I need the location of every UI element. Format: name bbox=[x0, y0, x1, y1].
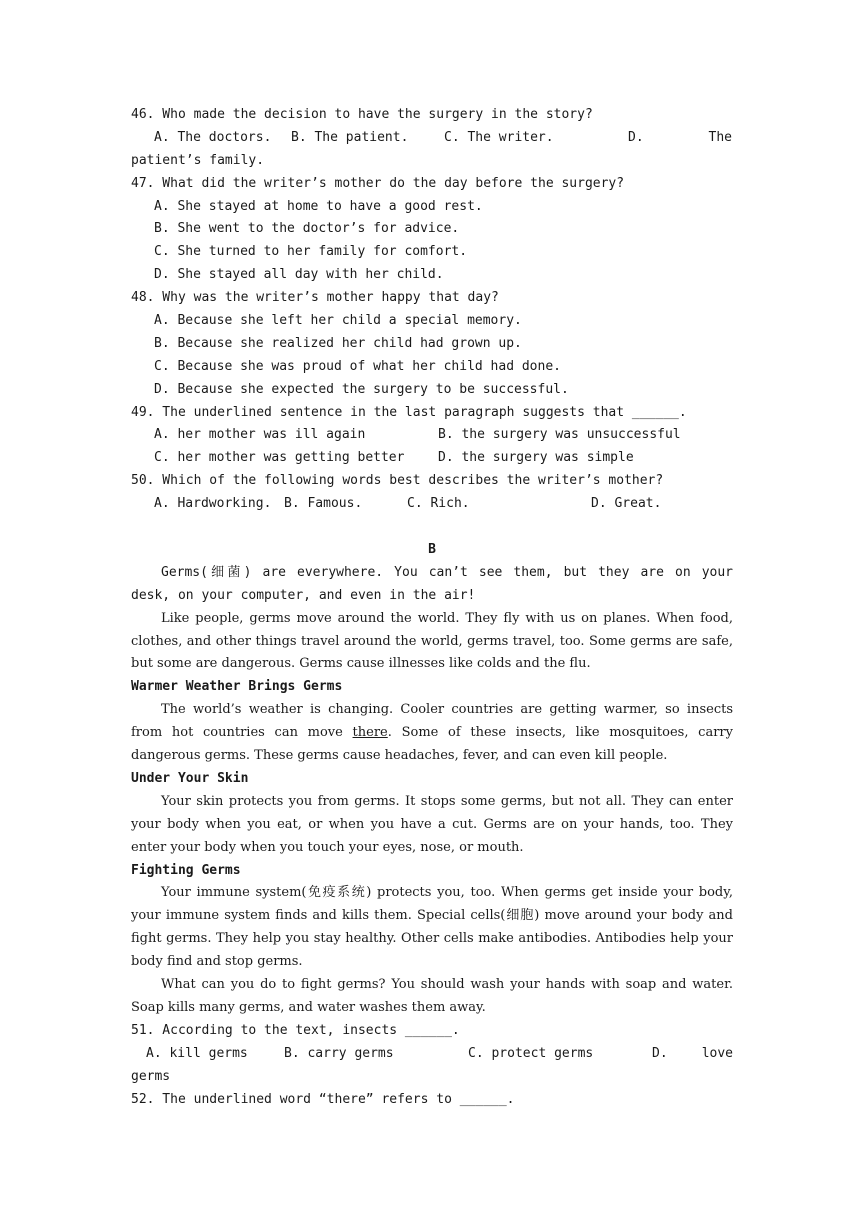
question-49-stem: 49. The underlined sentence in the last paragraph suggests that ______. bbox=[131, 404, 687, 420]
q50-options bbox=[131, 493, 733, 516]
q48-option-d: D. Because she expected the surgery to be successful. bbox=[154, 381, 569, 397]
q51-option-b: B. carry germs bbox=[284, 1045, 394, 1061]
q49-options-row-1 bbox=[131, 424, 733, 447]
p3-text-before: The world’s weather is changing. Cooler countries are getting warmer, so insects from hot countries can move bbox=[131, 702, 733, 741]
q50-option-a: A. Hardworking. bbox=[154, 496, 272, 512]
q49-option-a: A. her mother was ill again bbox=[154, 427, 366, 443]
question-50-stem: 50. Which of the following words best describes the writer’s mother? bbox=[131, 473, 664, 489]
q46-option-a: A. The doctors. bbox=[154, 129, 272, 145]
q47-option-a: A. She stayed at home to have a good rest. bbox=[154, 198, 483, 214]
passage-heading-fighting-germs: Fighting Germs bbox=[131, 862, 241, 878]
p3-text-after: . Some of these insects, like mosquitoes, carry dangerous germs. These germs cause headaches, fever, and can even kill people. bbox=[131, 725, 733, 764]
passage-heading-warmer-weather: Warmer Weather Brings Germs bbox=[131, 679, 343, 695]
q47-option-b: B. She went to the doctor’s for advice. bbox=[154, 221, 460, 237]
passage-paragraph-4: Your skin protects you from germs. It stops some germs, but not all. They can enter your body when you eat, or when you have a cut. Germs are on your hands, too. They enter your body when you touch your eyes, nose, or mouth. bbox=[131, 793, 733, 855]
q51-option-d-continued: germs bbox=[131, 1068, 171, 1084]
q46-option-c: C. The writer. bbox=[444, 129, 554, 145]
q48-option-c: C. Because she was proud of what her child had done. bbox=[154, 358, 561, 374]
q47-option-d: D. She stayed all day with her child. bbox=[154, 267, 444, 283]
q51-option-a: A. kill germs bbox=[146, 1045, 248, 1061]
passage-paragraph-5: Your immune system(免疫系统) protects you, too. When germs get inside your body, your immune system finds and kills them. Special cells(细胞) move around your body and fight germs. They help you stay healthy. Other cells make antibodies. Antibodies help your body find and stop germs. bbox=[131, 885, 733, 970]
q46-option-d-text: The bbox=[708, 129, 732, 145]
q46-option-b: B. The patient. bbox=[291, 129, 409, 145]
q50-option-d: D. Great. bbox=[591, 496, 662, 512]
q49-options-row-2 bbox=[131, 447, 733, 470]
q50-option-b: B. Famous. bbox=[284, 496, 363, 512]
passage-paragraph-2: Like people, germs move around the world. They fly with us on planes. When food, clothes, and other things travel around the world, germs travel, too. Some germs are safe, but some are dangerous. Germs cause illnesses like colds and the flu. bbox=[131, 610, 733, 672]
question-52-stem: 52. The underlined word “there” refers to ______. bbox=[131, 1091, 515, 1107]
question-47-stem: 47. What did the writer’s mother do the day before the surgery? bbox=[131, 175, 625, 191]
passage-paragraph-1: Germs(细菌) are everywhere. You can’t see them, but they are on your desk, on your computer, and even in the air! bbox=[131, 564, 733, 603]
q48-option-b: B. Because she realized her child had grown up. bbox=[154, 335, 522, 351]
q46-option-d-letter: D. bbox=[628, 129, 644, 145]
question-51-stem: 51. According to the text, insects ______. bbox=[131, 1022, 460, 1038]
passage-paragraph-3 bbox=[131, 699, 733, 768]
q49-option-b: B. the surgery was unsuccessful bbox=[438, 427, 681, 443]
q49-option-d: D. the surgery was simple bbox=[438, 450, 634, 466]
spacer bbox=[131, 516, 733, 539]
exam-page bbox=[131, 104, 733, 1111]
passage-paragraph-6: What can you do to fight germs? You should wash your hands with soap and water. Soap kills many germs, and water washes them away. bbox=[131, 977, 733, 1015]
q48-option-a: A. Because she left her child a special memory. bbox=[154, 313, 522, 329]
q51-option-d-text: love bbox=[701, 1045, 733, 1061]
question-48-stem: 48. Why was the writer’s mother happy that day? bbox=[131, 290, 499, 306]
underlined-word-there: there bbox=[352, 725, 388, 741]
question-46-stem: 46. Who made the decision to have the surgery in the story? bbox=[131, 107, 593, 122]
q51-options bbox=[131, 1043, 733, 1066]
question-46-options bbox=[131, 127, 733, 150]
q46-option-d-continued: patient’s family. bbox=[131, 152, 265, 168]
q50-option-c: C. Rich. bbox=[407, 496, 470, 512]
q49-option-c: C. her mother was getting better bbox=[154, 450, 405, 466]
q51-option-d-letter: D. bbox=[652, 1045, 668, 1061]
section-b-title: B bbox=[428, 541, 436, 557]
passage-heading-under-your-skin: Under Your Skin bbox=[131, 770, 249, 786]
q51-option-c: C. protect germs bbox=[468, 1045, 594, 1061]
q47-option-c: C. She turned to her family for comfort. bbox=[154, 244, 468, 260]
